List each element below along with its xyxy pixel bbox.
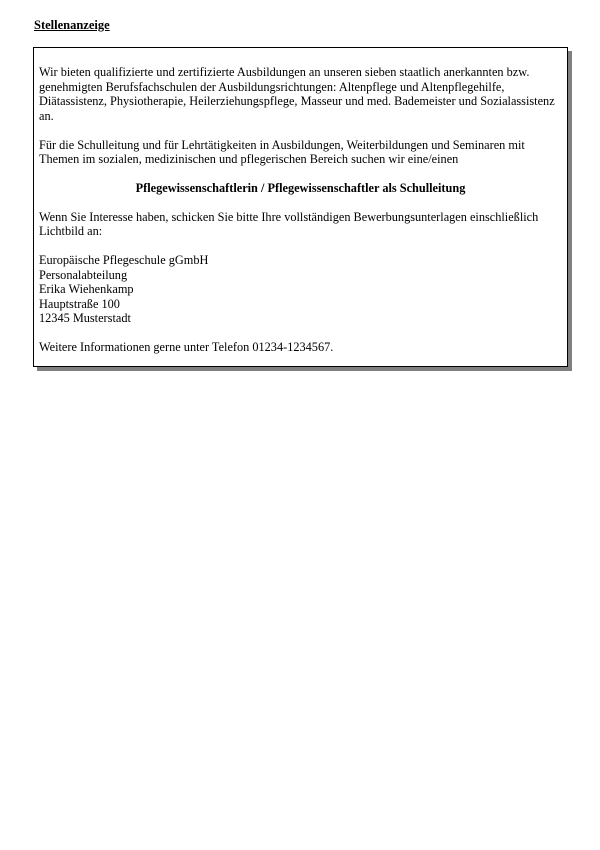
search-paragraph: Für die Schulleitung und für Lehrtätigkeiten in Ausbildungen, Weiterbildungen und Seminaren mit Themen im sozialen, medizinischen und pflegerischen Bereich suchen wir eine/einen <box>39 137 525 166</box>
intro-paragraph: Wir bieten qualifizierte und zertifizierte Ausbildungen an unseren sieben staatlich anerkannten bzw. genehmigten Berufsfachschulen der Ausbildungsrichtungen: Altenpflege und Altenpflegehilfe, Diätassistenz, Physiotherapie, Heilerziehungspflege, Masseur und med. Bademeister und Sozialassistenz an. <box>39 65 555 123</box>
contact-info: Weitere Informationen gerne unter Telefon 01234-1234567. <box>39 340 334 354</box>
page-title: Stellenanzeige <box>34 18 110 32</box>
address-street: Hauptstraße 100 <box>39 296 120 311</box>
address-department: Personalabteilung <box>39 267 128 282</box>
address-contact: Erika Wiehenkamp <box>39 282 134 296</box>
address-block <box>39 253 562 326</box>
address-company: Europäische Pflegeschule gGmbH <box>39 253 209 267</box>
apply-paragraph: Wenn Sie Interesse haben, schicken Sie bitte Ihre vollständigen Bewerbungsunterlagen einschließlich Lichtbild an: <box>39 209 539 238</box>
address-city: 12345 Musterstadt <box>39 311 131 325</box>
job-title: Pflegewissenschaftlerin / Pflegewissenschaftler als Schulleitung <box>135 181 466 195</box>
job-ad-box <box>33 47 568 367</box>
